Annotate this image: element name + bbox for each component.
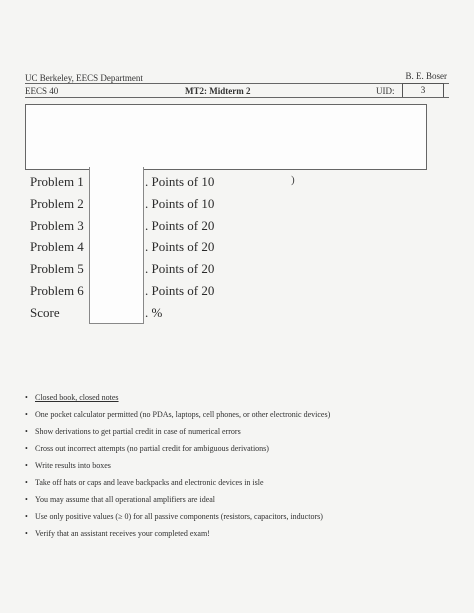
bullet-icon: • xyxy=(25,512,28,521)
exam-title: MT2: Midterm 2 xyxy=(185,86,251,96)
list-item xyxy=(25,443,330,460)
list-item xyxy=(25,528,330,545)
problem-label: Problem 2 xyxy=(30,196,84,211)
instruction-text: You may assume that all operational amplifiers are ideal xyxy=(35,495,216,504)
problem-label: Problem 4 xyxy=(30,239,84,254)
instruction-text: Cross out incorrect attempts (no partial credit for ambiguous derivations) xyxy=(35,444,269,453)
uid-box: 3 xyxy=(402,83,444,98)
header-rule-bottom xyxy=(25,97,449,98)
points-label: . Points of 20 xyxy=(145,261,215,276)
score-row xyxy=(0,239,474,259)
score-row xyxy=(0,305,474,325)
list-item xyxy=(25,426,330,443)
author-label: B. E. Boser xyxy=(405,71,447,81)
stray-mark: ) xyxy=(291,174,295,186)
points-label: . Points of 20 xyxy=(145,283,215,298)
points-label: . Points of 10 xyxy=(145,196,215,211)
instruction-text: Use only positive values (≥ 0) for all passive components (resistors, capacitors, inductors) xyxy=(35,512,323,521)
score-row xyxy=(0,196,474,216)
problem-label: Problem 1 xyxy=(30,174,84,189)
bullet-icon: • xyxy=(25,529,28,538)
score-label: Score xyxy=(30,305,60,320)
instruction-text: Take off hats or caps and leave backpacks and electronic devices in isle xyxy=(35,478,264,487)
problem-label: Problem 3 xyxy=(30,218,84,233)
problem-label: Problem 5 xyxy=(30,261,84,276)
score-row xyxy=(0,283,474,303)
list-item xyxy=(25,392,330,409)
instructions-list xyxy=(25,392,330,545)
score-row xyxy=(0,174,474,194)
list-item xyxy=(25,511,330,528)
name-box xyxy=(25,104,427,170)
points-label: . Points of 20 xyxy=(145,218,215,233)
bullet-icon: • xyxy=(25,410,28,419)
list-item xyxy=(25,409,330,426)
header-rule-top xyxy=(25,83,449,84)
bullet-icon: • xyxy=(25,495,28,504)
department-label: UC Berkeley, EECS Department xyxy=(25,73,143,83)
points-label: . Points of 20 xyxy=(145,239,215,254)
instruction-text: One pocket calculator permitted (no PDAs, laptops, cell phones, or other electronic devices) xyxy=(35,410,331,419)
list-item xyxy=(25,477,330,494)
uid-label: UID: xyxy=(376,86,395,96)
bullet-icon: • xyxy=(25,393,28,402)
score-row xyxy=(0,218,474,238)
problem-label: Problem 6 xyxy=(30,283,84,298)
bullet-icon: • xyxy=(25,478,28,487)
instruction-text: Closed book, closed notes xyxy=(35,393,119,402)
points-label: . Points of 10 xyxy=(145,174,215,189)
instruction-text: Show derivations to get partial credit in case of numerical errors xyxy=(35,427,241,436)
bullet-icon: • xyxy=(25,427,28,436)
list-item xyxy=(25,494,330,511)
list-item xyxy=(25,460,330,477)
bullet-icon: • xyxy=(25,444,28,453)
bullet-icon: • xyxy=(25,461,28,470)
instruction-text: Write results into boxes xyxy=(35,461,111,470)
score-row xyxy=(0,261,474,281)
percent-label: . % xyxy=(145,305,163,320)
instruction-text: Verify that an assistant receives your completed exam! xyxy=(35,529,210,538)
course-label: EECS 40 xyxy=(25,86,59,96)
